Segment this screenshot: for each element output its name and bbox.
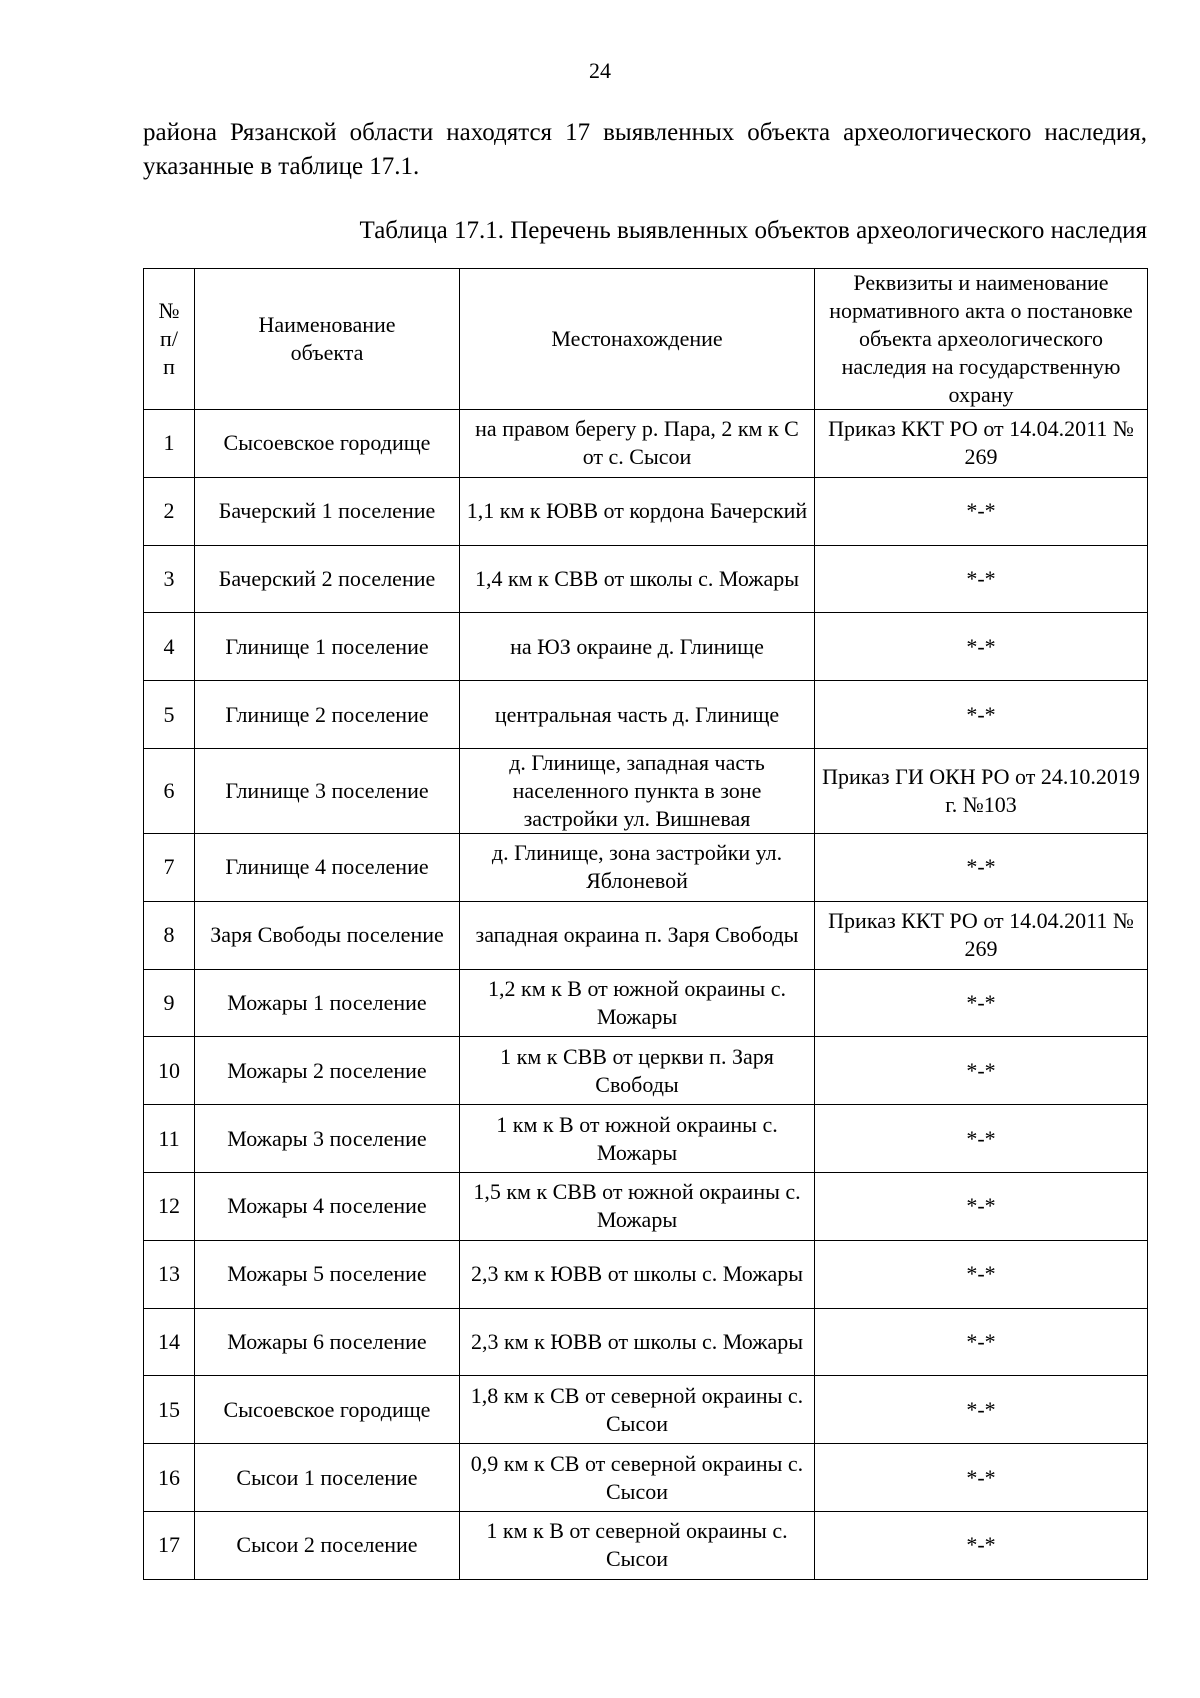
- cell-number: 17: [144, 1511, 195, 1579]
- cell-object-name: Глинище 4 поселение: [195, 833, 460, 901]
- page-number: 24: [589, 58, 611, 83]
- table-row: [144, 1240, 1148, 1308]
- table-row: [144, 545, 1148, 613]
- intro-paragraph: района Рязанской области находятся 17 выявленных объекта археологического наследия, указанные в таблице 17.1.: [143, 119, 1147, 180]
- cell-location: д. Глинище, западная часть населенного пункта в зоне застройки ул. Вишневая: [460, 748, 815, 833]
- cell-act: Приказ ККТ РО от 14.04.2011 № 269: [815, 901, 1148, 969]
- cell-location: на ЮЗ окраине д. Глинище: [460, 613, 815, 681]
- cell-act: *-*: [815, 681, 1148, 749]
- heritage-objects-table: [143, 268, 1148, 1580]
- cell-number: 3: [144, 545, 195, 613]
- cell-object-name: Можары 4 поселение: [195, 1172, 460, 1240]
- cell-object-name: Сысоевское городище: [195, 410, 460, 478]
- cell-location: 1,4 км к СВВ от школы с. Можары: [460, 545, 815, 613]
- cell-object-name: Сысоевское городище: [195, 1376, 460, 1444]
- table-row: [144, 969, 1148, 1037]
- cell-object-name: Можары 5 поселение: [195, 1240, 460, 1308]
- cell-object-name: Бачерский 1 поселение: [195, 477, 460, 545]
- cell-number: 7: [144, 833, 195, 901]
- table-row: [144, 1037, 1148, 1105]
- cell-number: 13: [144, 1240, 195, 1308]
- cell-number: 16: [144, 1444, 195, 1512]
- cell-act: Приказ ККТ РО от 14.04.2011 № 269: [815, 410, 1148, 478]
- cell-object-name: Можары 1 поселение: [195, 969, 460, 1037]
- cell-number: 1: [144, 410, 195, 478]
- cell-object-name: Глинище 1 поселение: [195, 613, 460, 681]
- header-location: Местонахождение: [460, 269, 815, 410]
- table-row: [144, 1376, 1148, 1444]
- table-row: [144, 1172, 1148, 1240]
- cell-act: *-*: [815, 1105, 1148, 1173]
- cell-object-name: Глинище 2 поселение: [195, 681, 460, 749]
- cell-location: 0,9 км к СВ от северной окраины с. Сысои: [460, 1444, 815, 1512]
- table-row: [144, 1105, 1148, 1173]
- cell-act: Приказ ГИ ОКН РО от 24.10.2019 г. №103: [815, 748, 1148, 833]
- table-body: [144, 410, 1148, 1580]
- header-row: [144, 269, 1148, 410]
- cell-number: 6: [144, 748, 195, 833]
- table-caption: Таблица 17.1. Перечень выявленных объектов археологического наследия: [359, 217, 1147, 244]
- table-row: [144, 681, 1148, 749]
- cell-act: *-*: [815, 1511, 1148, 1579]
- header-object-name: Наименование объекта: [195, 269, 460, 410]
- cell-location: западная окраина п. Заря Свободы: [460, 901, 815, 969]
- table-row: [144, 1444, 1148, 1512]
- cell-act: *-*: [815, 613, 1148, 681]
- cell-number: 2: [144, 477, 195, 545]
- cell-location: 1,8 км к СВ от северной окраины с. Сысои: [460, 1376, 815, 1444]
- cell-location: 1,2 км к В от южной окраины с. Можары: [460, 969, 815, 1037]
- cell-object-name: Заря Свободы поселение: [195, 901, 460, 969]
- cell-location: 1 км к СВВ от церкви п. Заря Свободы: [460, 1037, 815, 1105]
- table-row: [144, 1308, 1148, 1376]
- cell-object-name: Сысои 2 поселение: [195, 1511, 460, 1579]
- header-number: № п/ п: [144, 269, 195, 410]
- table-header: [144, 269, 1148, 410]
- cell-object-name: Глинище 3 поселение: [195, 748, 460, 833]
- cell-act: *-*: [815, 1444, 1148, 1512]
- cell-object-name: Сысои 1 поселение: [195, 1444, 460, 1512]
- cell-location: 1,5 км к СВВ от южной окраины с. Можары: [460, 1172, 815, 1240]
- cell-act: *-*: [815, 1037, 1148, 1105]
- cell-location: на правом берегу р. Пара, 2 км к С от с. Сысои: [460, 410, 815, 478]
- table-row: [144, 833, 1148, 901]
- table-row: [144, 477, 1148, 545]
- cell-number: 12: [144, 1172, 195, 1240]
- cell-number: 8: [144, 901, 195, 969]
- header-act-details: Реквизиты и наименование нормативного акта о постановке объекта археологического наследия на государственную охрану: [815, 269, 1148, 410]
- cell-location: 1 км к В от южной окраины с. Можары: [460, 1105, 815, 1173]
- cell-act: *-*: [815, 1172, 1148, 1240]
- cell-number: 5: [144, 681, 195, 749]
- cell-number: 4: [144, 613, 195, 681]
- cell-act: *-*: [815, 545, 1148, 613]
- table-row: [144, 410, 1148, 478]
- table-row: [144, 901, 1148, 969]
- cell-location: 1 км к В от северной окраины с. Сысои: [460, 1511, 815, 1579]
- cell-location: 2,3 км к ЮВВ от школы с. Можары: [460, 1308, 815, 1376]
- table-row: [144, 613, 1148, 681]
- cell-object-name: Можары 3 поселение: [195, 1105, 460, 1173]
- cell-location: 2,3 км к ЮВВ от школы с. Можары: [460, 1240, 815, 1308]
- cell-act: *-*: [815, 1376, 1148, 1444]
- cell-number: 14: [144, 1308, 195, 1376]
- cell-object-name: Можары 2 поселение: [195, 1037, 460, 1105]
- cell-act: *-*: [815, 833, 1148, 901]
- cell-location: центральная часть д. Глинище: [460, 681, 815, 749]
- cell-act: *-*: [815, 477, 1148, 545]
- cell-object-name: Можары 6 поселение: [195, 1308, 460, 1376]
- cell-location: 1,1 км к ЮВВ от кордона Бачерский: [460, 477, 815, 545]
- cell-number: 15: [144, 1376, 195, 1444]
- table-row: [144, 1511, 1148, 1579]
- cell-location: д. Глинище, зона застройки ул. Яблоневой: [460, 833, 815, 901]
- table-row: [144, 748, 1148, 833]
- cell-number: 10: [144, 1037, 195, 1105]
- cell-number: 11: [144, 1105, 195, 1173]
- cell-act: *-*: [815, 1240, 1148, 1308]
- cell-act: *-*: [815, 969, 1148, 1037]
- cell-number: 9: [144, 969, 195, 1037]
- cell-act: *-*: [815, 1308, 1148, 1376]
- cell-object-name: Бачерский 2 поселение: [195, 545, 460, 613]
